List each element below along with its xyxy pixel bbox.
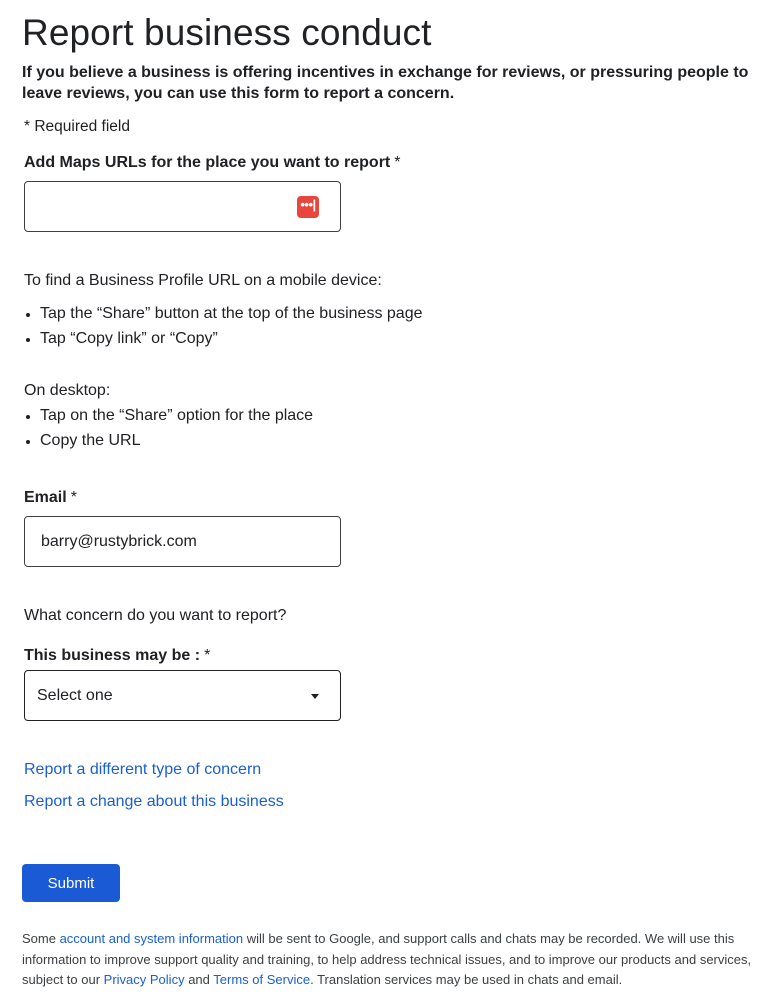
footer-text: Some [22,931,60,946]
maps-url-input[interactable] [25,182,340,231]
concern-question: What concern do you want to report? [24,607,287,624]
password-manager-glyph: •••| [300,196,316,212]
list-item: Tap on the “Share” option for the place [40,406,313,431]
footer-disclaimer [22,929,757,991]
maps-url-label-text: Add Maps URLs for the place you want to report [24,154,391,171]
desktop-steps-list [40,406,313,455]
list-item: Tap the “Share” button at the top of the business page [40,304,422,329]
intro-text: If you believe a business is offering incentives in exchange for reviews, or pressuring people to leave reviews, you can use this form to report a concern. [22,64,749,102]
select-value: Select one [37,687,113,704]
account-info-link[interactable]: account and system information [59,931,244,946]
report-change-link[interactable]: Report a change about this business [24,793,284,810]
list-item: Copy the URL [40,431,313,456]
report-different-concern-link[interactable]: Report a different type of concern [24,761,262,778]
list-item: Tap “Copy link” or “Copy” [40,329,422,354]
required-star: * [70,489,77,506]
password-manager-icon[interactable] [297,196,319,218]
submit-button[interactable]: Submit [22,864,120,902]
business-may-be-label-text: This business may be : [24,647,201,664]
business-may-be-select[interactable] [24,670,341,721]
required-field-note: * Required field [24,118,130,135]
terms-of-service-link[interactable]: Terms of Service [213,972,311,987]
email-label [24,489,77,507]
required-star: * [394,154,401,171]
email-input[interactable] [25,517,340,566]
email-field[interactable] [24,516,341,567]
dropdown-arrow-icon [311,694,319,699]
footer-text: . Translation services may be used in chats and email. [310,972,623,987]
business-may-be-label [24,647,210,665]
mobile-instructions-heading: To find a Business Profile URL on a mobile device: [24,272,382,289]
email-label-text: Email [24,489,67,506]
maps-url-label [24,154,400,172]
desktop-instructions-heading: On desktop: [24,382,111,399]
required-star: * [204,647,211,664]
privacy-policy-link[interactable]: Privacy Policy [103,972,185,987]
mobile-steps-list [40,304,422,353]
page-title: Report business conduct [22,12,432,53]
footer-text: will be sent to Google, and support calls and chats may be recorded. We will use this information to improve support quality and training, to help address technical issues, and to improve our products and services, subject to our [22,931,752,987]
footer-text: and [184,972,214,987]
maps-url-field[interactable] [24,181,341,232]
